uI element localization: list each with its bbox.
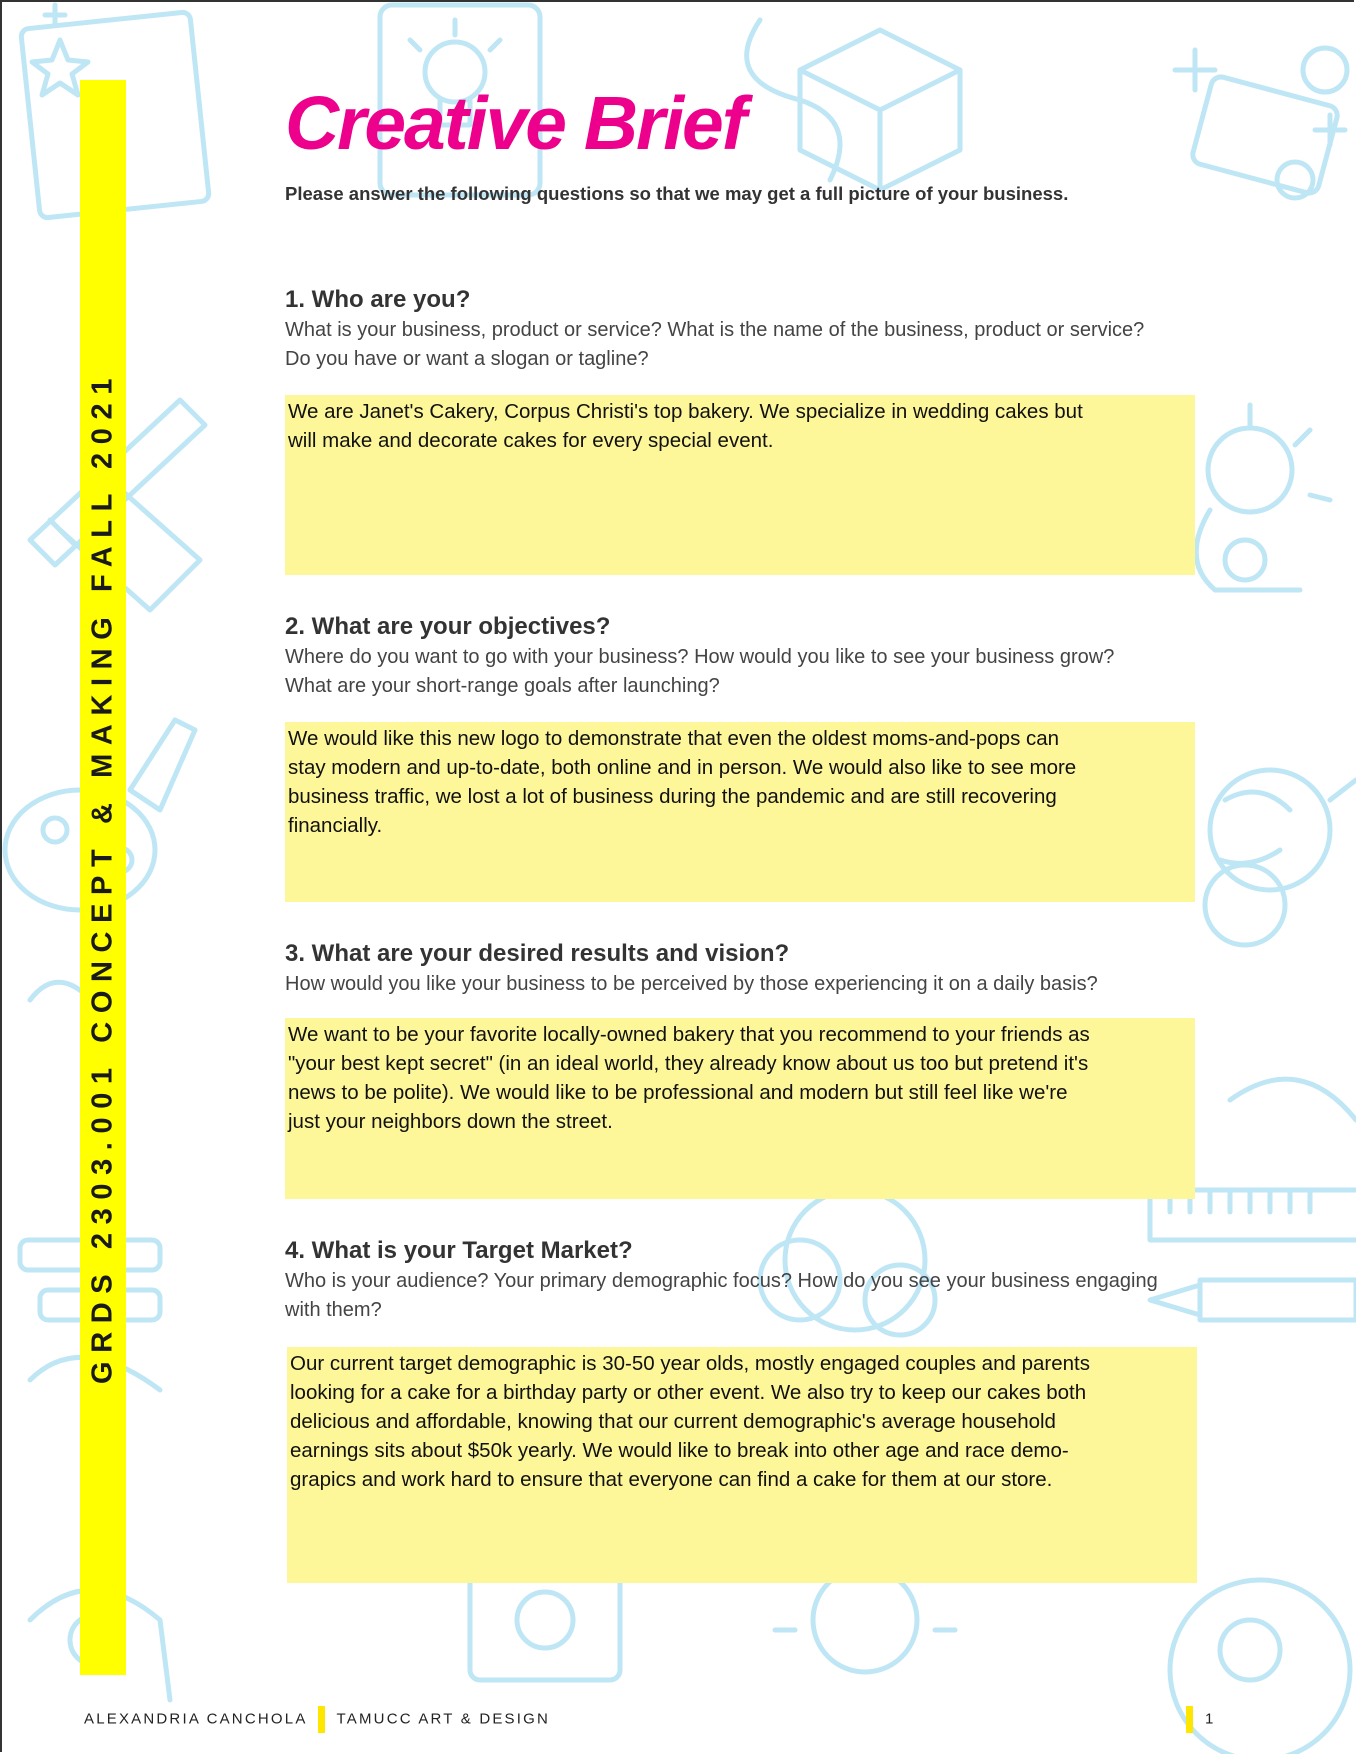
question-prompt-line: What is your business, product or service? What is the name of the business, product or service? <box>285 319 1145 341</box>
page-number: 1 <box>1205 1710 1214 1728</box>
footer <box>84 1706 550 1733</box>
question-3 <box>285 938 1275 999</box>
answer-line: will make and decorate cakes for every special event. <box>288 429 774 452</box>
answer-line: business traffic, we lost a lot of business during the pandemic and are still recovering <box>288 785 1057 808</box>
question-title: 3. What are your desired results and vision? <box>285 940 790 967</box>
question-prompt-line: with them? <box>285 1299 382 1321</box>
answer-field-4[interactable] <box>287 1347 1197 1583</box>
answer-line: We would like this new logo to demonstrate that even the oldest moms-and-pops can <box>288 727 1060 750</box>
question-prompt-line: What are your short-range goals after launching? <box>285 675 720 697</box>
answer-line: news to be polite). We would like to be professional and modern but still feel like we're <box>288 1081 1068 1104</box>
question-prompt-line: Where do you want to go with your business? How would you like to see your business grow? <box>285 646 1115 668</box>
question-title: 1. Who are you? <box>285 286 471 313</box>
footer-divider <box>318 1706 325 1733</box>
page-title: Creative Brief <box>285 81 745 165</box>
brain-icon <box>1205 770 1356 945</box>
footer-department: TAMUCC ART & DESIGN <box>336 1710 551 1728</box>
answer-line: We want to be your favorite locally-owned bakery that you recommend to your friends as <box>288 1023 1090 1046</box>
course-label: GRDS 2303.001 CONCEPT & MAKING FALL 2021 <box>86 370 119 1384</box>
answer-line: earnings sits about $50k yearly. We would like to break into other age and race demo- <box>290 1439 1069 1462</box>
curve-doodle-icon <box>1230 1079 1356 1120</box>
answer-line: stay modern and up-to-date, both online and in person. We would also like to see more <box>288 756 1077 779</box>
question-2 <box>285 611 1275 701</box>
answer-line: Our current target demographic is 30-50 year olds, mostly engaged couples and parents <box>290 1352 1090 1375</box>
answer-line: delicious and affordable, knowing that our current demographic's average household <box>290 1410 1056 1433</box>
footer-author: ALEXANDRIA CANCHOLA <box>84 1710 308 1728</box>
answer-field-3[interactable] <box>285 1018 1195 1199</box>
question-prompt-line: How would you like your business to be perceived by those experiencing it on a daily basis? <box>285 973 1098 995</box>
answer-line: "your best kept secret" (in an ideal world, they already know about us too but pretend it's <box>288 1052 1089 1075</box>
question-title: 4. What is your Target Market? <box>285 1237 633 1264</box>
question-prompt-line: Do you have or want a slogan or tagline? <box>285 348 649 370</box>
question-title: 2. What are your objectives? <box>285 613 611 640</box>
answer-line: financially. <box>288 814 383 837</box>
question-4 <box>285 1235 1275 1325</box>
swirl-icon <box>747 20 840 180</box>
page-number-block <box>1186 1706 1213 1733</box>
answer-line: We are Janet's Cakery, Corpus Christi's top bakery. We specialize in wedding cakes but <box>288 400 1083 423</box>
answer-field-2[interactable] <box>285 722 1195 902</box>
question-1 <box>285 284 1275 374</box>
question-prompt-line: Who is your audience? Your primary demographic focus? How do you see your business engaging <box>285 1270 1158 1292</box>
answer-line: grapics and work hard to ensure that everyone can find a cake for them at our store. <box>290 1468 1053 1491</box>
footer-divider <box>1186 1706 1193 1733</box>
intro-text: Please answer the following questions so that we may get a full picture of your business. <box>285 183 1069 204</box>
answer-line: just your neighbors down the street. <box>288 1110 613 1133</box>
idea-head-icon <box>1196 405 1330 590</box>
answer-field-1[interactable] <box>285 395 1195 575</box>
answer-line: looking for a cake for a birthday party or other event. We also try to keep our cakes both <box>290 1381 1087 1404</box>
